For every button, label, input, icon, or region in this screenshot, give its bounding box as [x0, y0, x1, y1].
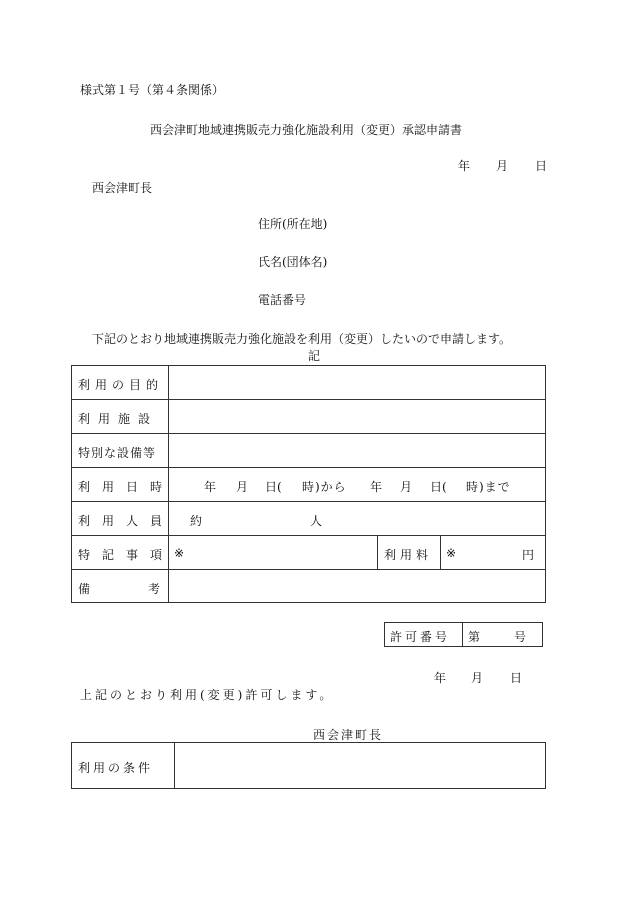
remarks-label: 備考: [78, 582, 219, 596]
permit-label: 許可番号: [390, 630, 451, 644]
dt-month2: 月: [400, 480, 413, 494]
form-title: 西会津町地域連携販売力強化施設利用（変更）承認申請書: [150, 123, 463, 137]
facility-label: 利用施設: [78, 412, 159, 426]
fee-unit: 円: [522, 548, 535, 562]
approval-statement: 上記のとおり利用(変更)許可します。: [80, 688, 335, 702]
applicant-address-label: 住所(所在地): [258, 217, 328, 231]
form-number: 様式第１号（第４条関係）: [80, 83, 225, 97]
application-statement: 下記のとおり地域連携販売力強化施設を利用（変更）したいので申請します。: [92, 332, 512, 346]
dt-day2: 日(: [430, 480, 447, 494]
dt-day1: 日(: [265, 480, 282, 494]
footer-date-month: 月: [471, 671, 484, 685]
date-day: 日: [535, 159, 548, 173]
applicant-name-label: 氏名(団体名): [258, 255, 328, 269]
footer-date-day: 日: [510, 671, 523, 685]
dt-year1: 年: [204, 480, 217, 494]
equipment-label: 特別な設備等: [78, 446, 157, 460]
people-unit: 人: [310, 514, 323, 528]
permit-go: 号: [514, 630, 527, 644]
fee-label: 利用料: [384, 548, 433, 562]
ki-heading: 記: [308, 349, 321, 363]
dt-month1: 月: [236, 480, 249, 494]
people-label: 利用人員: [78, 514, 175, 528]
conditions-label: 利用の条件: [78, 761, 154, 775]
datetime-label: 利用日時: [78, 480, 175, 494]
notes-label: 特記事項: [78, 548, 175, 562]
fee-mark: ※: [446, 546, 457, 560]
date-month: 月: [496, 159, 509, 173]
applicant-phone-label: 電話番号: [258, 293, 307, 307]
dt-hour1: 時)から: [302, 480, 347, 494]
dt-hour2: 時)まで: [466, 480, 511, 494]
footer-date-year: 年: [434, 671, 447, 685]
purpose-label: 利用の目的: [78, 378, 164, 392]
signer: 西会津町長: [313, 728, 384, 742]
dt-year2: 年: [370, 480, 383, 494]
notes-mark: ※: [174, 546, 185, 560]
people-approx: 約: [190, 514, 203, 528]
addressee: 西会津町長: [92, 181, 153, 195]
permit-dai: 第: [468, 630, 481, 644]
date-year: 年: [458, 159, 471, 173]
